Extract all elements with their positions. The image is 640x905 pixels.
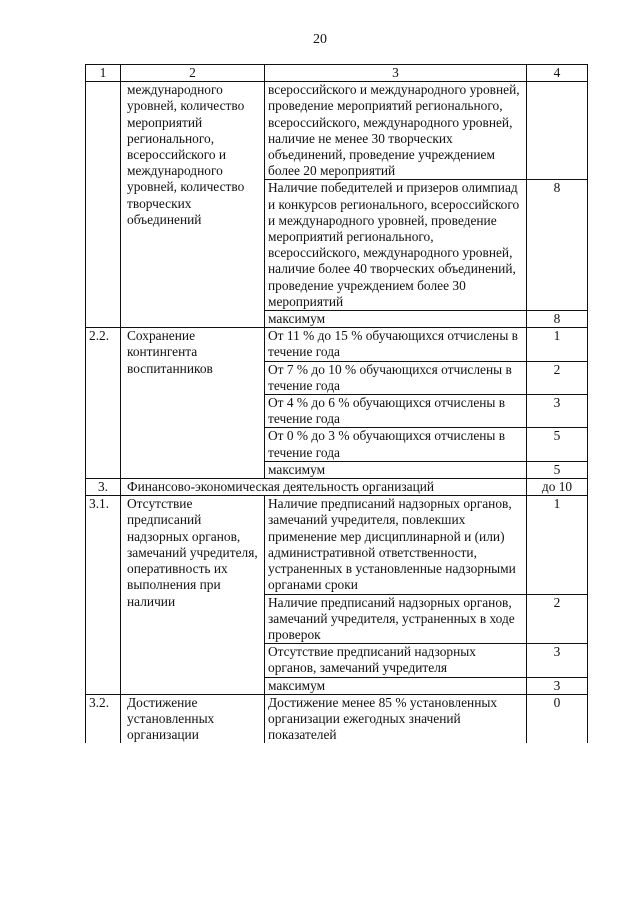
option-cell: Наличие предписаний надзорных органов, замечаний учредителя, устраненных в ходе проверок xyxy=(265,594,527,644)
table-row xyxy=(86,82,588,180)
row-number-cell: 3.2. xyxy=(86,694,121,743)
section-row xyxy=(86,479,588,496)
row-number-cell xyxy=(86,82,121,328)
table-header-row xyxy=(86,65,588,82)
header-col-4: 4 xyxy=(527,65,588,82)
max-score-cell: 8 xyxy=(527,311,588,328)
header-col-3: 3 xyxy=(265,65,527,82)
option-cell: Достижение менее 85 % установленных организации ежегодных значений показателей xyxy=(265,694,527,743)
section-title-cell: Финансово-экономическая деятельность организаций xyxy=(121,479,527,496)
criteria-table xyxy=(85,64,588,743)
table-row xyxy=(86,694,588,743)
score-cell: 8 xyxy=(527,180,588,311)
score-cell: 3 xyxy=(527,644,588,677)
max-score-cell: 5 xyxy=(527,461,588,478)
option-cell: Наличие предписаний надзорных органов, замечаний учредителя, повлекших применение мер дисциплинарной и (или) административной ответственности, устраненных в установленные надзорными органами сроки xyxy=(265,496,527,594)
criterion-cell: Отсутствие предписаний надзорных органов, замечаний учредителя, оперативность их выполнения при наличии xyxy=(121,496,265,694)
option-cell: От 0 % до 3 % обучающихся отчислены в течение года xyxy=(265,428,527,461)
option-cell: От 7 % до 10 % обучающихся отчислены в течение года xyxy=(265,361,527,394)
section-number-cell: 3. xyxy=(86,479,121,496)
score-cell: 3 xyxy=(527,395,588,428)
header-col-2: 2 xyxy=(121,65,265,82)
max-label-cell: максимум xyxy=(265,311,527,328)
section-score-cell: до 10 xyxy=(527,479,588,496)
option-cell: От 4 % до 6 % обучающихся отчислены в течение года xyxy=(265,395,527,428)
max-label-cell: максимум xyxy=(265,677,527,694)
criterion-cell: международного уровней, количество мероприятий регионального, всероссийского и международного уровней, количество творческих объединений xyxy=(121,82,265,328)
score-cell: 0 xyxy=(527,694,588,743)
score-cell: 2 xyxy=(527,594,588,644)
max-score-cell: 3 xyxy=(527,677,588,694)
row-number-cell: 3.1. xyxy=(86,496,121,694)
score-cell: 1 xyxy=(527,496,588,594)
score-cell: 1 xyxy=(527,328,588,361)
score-cell xyxy=(527,82,588,180)
table-row xyxy=(86,496,588,594)
criterion-cell: Сохранение контингента воспитанников xyxy=(121,328,265,479)
option-cell: всероссийского и международного уровней, проведение мероприятий регионального, всероссийского, международного уровней, наличие не менее 30 творческих объединений, проведение учреждением более 20 мероприятий xyxy=(265,82,527,180)
option-cell: Отсутствие предписаний надзорных органов, замечаний учредителя xyxy=(265,644,527,677)
score-cell: 5 xyxy=(527,428,588,461)
page-number: 20 xyxy=(313,32,327,47)
row-number-cell: 2.2. xyxy=(86,328,121,479)
option-cell: Наличие победителей и призеров олимпиад и конкурсов регионального, всероссийского и международного уровней, проведение мероприятий регионального, всероссийского, международного уровней, наличие более 40 творческих объединений, проведение учреждением более 30 мероприятий xyxy=(265,180,527,311)
criterion-cell: Достижение установленных организации xyxy=(121,694,265,743)
table-row xyxy=(86,328,588,361)
option-cell: От 11 % до 15 % обучающихся отчислены в течение года xyxy=(265,328,527,361)
header-col-1: 1 xyxy=(86,65,121,82)
max-label-cell: максимум xyxy=(265,461,527,478)
score-cell: 2 xyxy=(527,361,588,394)
